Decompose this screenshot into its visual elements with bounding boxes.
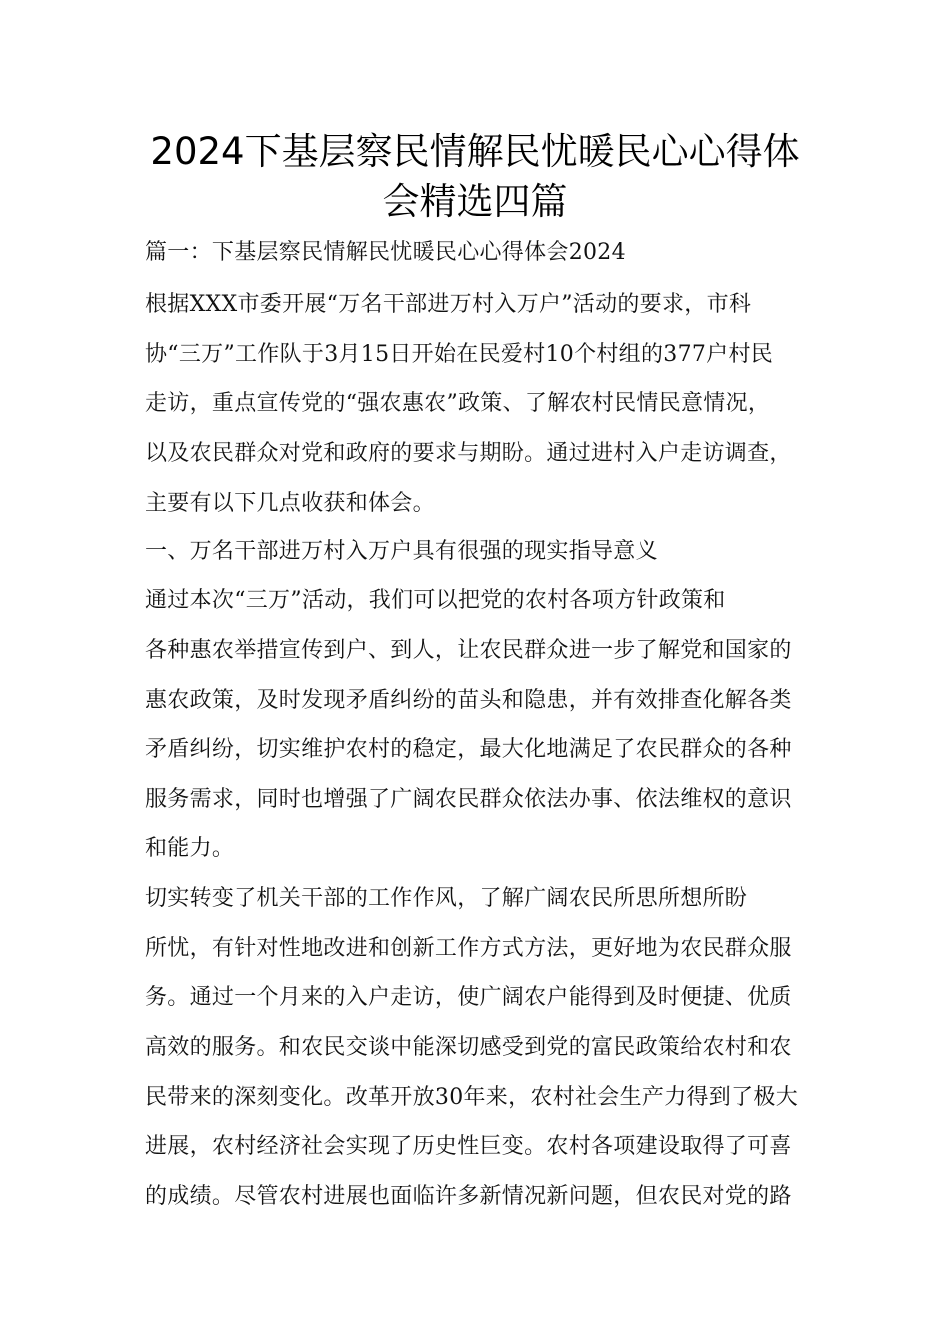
subsection-heading: 一、万名干部进万村入万户具有很强的现实指导意义: [145, 539, 658, 564]
body-line: 主要有以下几点收获和体会。: [145, 491, 435, 516]
body-line: 根据XXX市委开展“万名干部进万村入万户”活动的要求，市科: [145, 292, 752, 317]
body-line: 各种惠农举措宣传到户、到人，让农民群众进一步了解党和国家的: [145, 638, 792, 663]
body-line: 服务需求，同时也增强了广阔农民群众依法办事、依法维权的意识: [145, 787, 792, 812]
body-line: 通过本次“三万”活动，我们可以把党的农村各项方针政策和: [145, 588, 726, 613]
body-line: 的成绩。尽管农村进展也面临许多新情况新问题，但农民对党的路: [145, 1184, 792, 1209]
document-title-line-2: 会精选四篇: [382, 180, 568, 223]
body-line: 以及农民群众对党和政府的要求与期盼。通过进村入户走访调查，: [145, 441, 792, 466]
body-line: 所忧，有针对性地改进和创新工作方式方法，更好地为农民群众服: [145, 936, 792, 961]
body-line: 惠农政策，及时发现矛盾纠纷的苗头和隐患，并有效排查化解各类: [145, 688, 792, 713]
body-line: 矛盾纠纷，切实维护农村的稳定，最大化地满足了农民群众的各种: [145, 737, 792, 762]
document-title-line-1: 2024下基层察民情解民忧暖民心心得体: [150, 130, 800, 173]
body-line: 和能力。: [145, 836, 235, 861]
body-line: 协“三万”工作队于3月15日开始在民爱村10个村组的377户村民: [145, 342, 774, 367]
body-line: 切实转变了机关干部的工作作风，了解广阔农民所思所想所盼: [145, 886, 748, 911]
body-line: 走访，重点宣传党的“强农惠农”政策、了解农村民情民意情况，: [145, 391, 771, 416]
body-line: 务。通过一个月来的入户走访，使广阔农户能得到及时便捷、优质: [145, 985, 792, 1010]
body-line: 高效的服务。和农民交谈中能深切感受到党的富民政策给农村和农: [145, 1035, 792, 1060]
body-line: 民带来的深刻变化。改革开放30年来，农村社会生产力得到了极大: [145, 1085, 798, 1110]
section-heading: 篇一：下基层察民情解民忧暖民心心得体会2024: [145, 240, 626, 265]
body-line: 进展，农村经济社会实现了历史性巨变。农村各项建设取得了可喜: [145, 1134, 792, 1159]
